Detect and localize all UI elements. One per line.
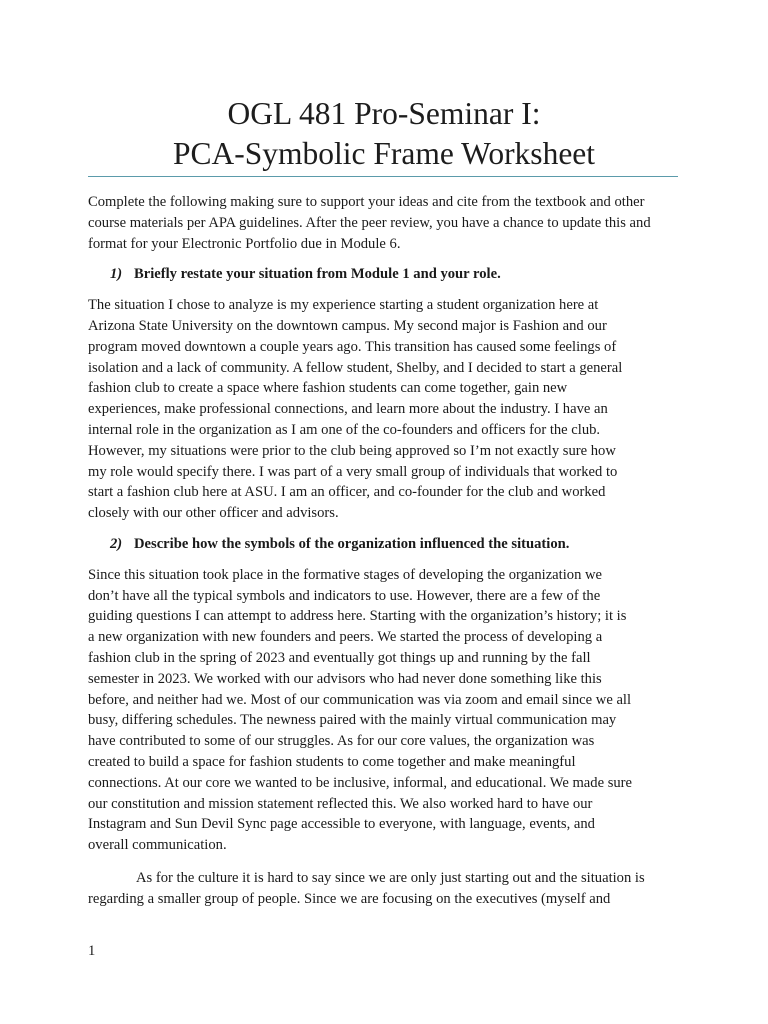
text-line: program moved downtown a couple years ago. This transition has caused some feelings of [88,338,617,355]
text-line: a new organization with new founders and peers. We started the process of developing a [88,629,603,646]
question-2-text: Describe how the symbols of the organization influenced the situation. [134,535,570,552]
text-line: The situation I chose to analyze is my experience starting a student organization here at [88,297,599,314]
document-body [88,192,688,910]
text-line: my role would specify there. I was part of a very small group of individuals that worked to [88,463,618,480]
text-line: Complete the following making sure to support your ideas and cite from the textbook and other [88,194,645,210]
question-1-number: 1) [110,266,123,283]
text-line: internal role in the organization as I am one of the co-founders and officers for the club. [88,421,601,438]
answer-2-continued-paragraph [88,868,688,910]
document-title [0,94,768,174]
text-line: regarding a smaller group of people. Since we are focusing on the executives (myself and [88,890,611,907]
text-line: format for your Electronic Portfolio due in Module 6. [88,235,401,252]
question-1-text: Briefly restate your situation from Module 1 and your role. [134,266,501,283]
text-line: don’t have all the typical symbols and indicators to use. However, there are a few of the [88,587,601,604]
question-2-number: 2) [110,535,123,552]
text-line: However, my situations were prior to the club being approved so I’m not exactly sure how [88,442,616,459]
title-line-2: PCA-Symbolic Frame Worksheet [172,136,596,171]
text-line: Since this situation took place in the formative stages of developing the organization we [88,566,603,583]
text-line: fashion club to create a space where fashion students can come together, gain new [88,380,568,397]
page-number: 1 [88,943,96,959]
text-line: experiences, make professional connections, and learn more about the industry. I have an [88,401,608,418]
text-line: overall communication. [88,837,227,854]
answer-2-paragraph [88,565,688,856]
text-line: fashion club in the spring of 2023 and eventually got things up and running by the fall [88,649,591,666]
text-line: semester in 2023. We worked with our advisors who had never done something like this [88,670,602,687]
text-line: created to build a space for fashion students to come together and make meaningful [88,753,576,770]
text-line: course materials per APA guidelines. After the peer review, you have a chance to update this and [88,214,651,231]
text-line: have contributed to some of our struggles. As for our core values, the organization was [88,733,595,750]
text-line: before, and neither had we. Most of our communication was via zoom and email since we all [88,691,632,708]
text-line: start a fashion club here at ASU. I am an officer, and co-founder for the club and worked [88,484,606,501]
title-line-1: OGL 481 Pro-Seminar I: [227,96,541,131]
text-line: closely with our other officer and advisors. [88,505,339,522]
text-line: busy, differing schedules. The newness paired with the mainly virtual communication may [88,712,617,729]
text-line: guiding questions I can attempt to address here. Starting with the organization’s history; it is [88,608,627,625]
title-divider [88,176,678,177]
text-line: connections. At our core we wanted to be inclusive, informal, and educational. We made sure [88,774,633,791]
text-line: Arizona State University on the downtown campus. My second major is Fashion and our [88,317,607,334]
question-1-heading [88,264,688,285]
question-2-heading [88,534,688,555]
text-line: our constitution and mission statement reflected this. We also worked hard to have our [88,795,593,812]
text-line: isolation and a lack of community. A fellow student, Shelby, and I decided to start a general [88,359,623,376]
text-line: Instagram and Sun Devil Sync page accessible to everyone, with language, events, and [88,816,595,833]
text-line-indented: As for the culture it is hard to say since we are only just starting out and the situation is [136,869,645,886]
instructions-paragraph [88,192,688,254]
answer-1-paragraph [88,295,688,524]
